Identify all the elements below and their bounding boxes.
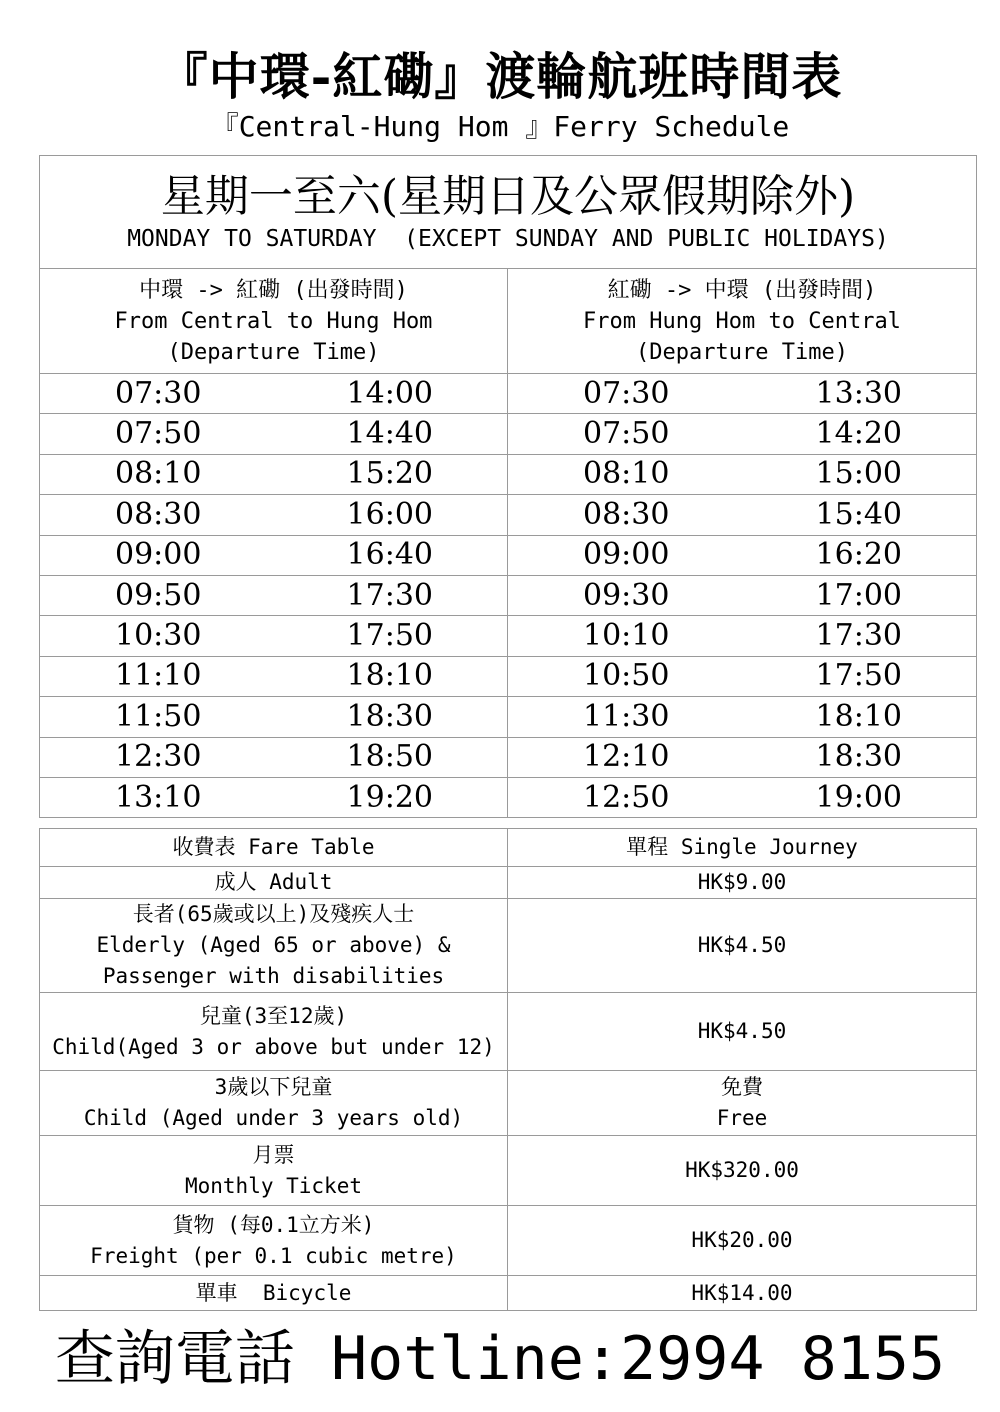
departure-time: 07:30 bbox=[583, 375, 670, 411]
departure-time: 17:50 bbox=[346, 618, 433, 654]
departure-time: 10:50 bbox=[583, 658, 670, 694]
fare-category-line: 長者(65歲或以上)及殘疾人士 bbox=[132, 902, 415, 926]
timetable-row bbox=[40, 535, 977, 575]
fare-price bbox=[508, 1071, 977, 1136]
timetable-row bbox=[40, 495, 977, 535]
direction-en: From Hung Hom to Central bbox=[583, 308, 901, 334]
departure-time: 14:40 bbox=[346, 416, 433, 452]
fare-price bbox=[508, 899, 977, 993]
hunghom-departures-cell bbox=[508, 414, 977, 454]
departure-time: 08:10 bbox=[115, 456, 202, 492]
fare-category-line: Elderly (Aged 65 or above) & bbox=[96, 933, 451, 957]
departure-time: 07:50 bbox=[115, 416, 202, 452]
hunghom-departures-cell bbox=[508, 737, 977, 777]
departure-time: 09:50 bbox=[115, 577, 202, 613]
direction-zh: 中環 -> 紅磡 (出發時間) bbox=[139, 277, 408, 303]
timetable-row bbox=[40, 656, 977, 696]
page-title: 『中環-紅磡』渡輪航班時間表 bbox=[157, 47, 843, 106]
fare-category-line: Monthly Ticket bbox=[184, 1173, 362, 1198]
fare-category bbox=[40, 899, 508, 993]
fare-price-line: HK$4.50 bbox=[697, 933, 787, 957]
departure-time: 14:00 bbox=[346, 375, 433, 411]
central-departures-cell bbox=[40, 575, 508, 615]
central-departures-cell bbox=[40, 495, 508, 535]
fare-row bbox=[40, 867, 977, 899]
hunghom-departures-cell bbox=[508, 535, 977, 575]
departure-time: 07:30 bbox=[115, 375, 202, 411]
direction-note: (Departure Time) bbox=[636, 339, 848, 365]
fare-category bbox=[40, 1206, 508, 1276]
fare-category-line: 貨物 (每0.1立方米) bbox=[172, 1212, 375, 1237]
operating-days-header bbox=[40, 156, 977, 269]
departure-time: 19:00 bbox=[815, 779, 902, 815]
departure-time: 15:20 bbox=[346, 456, 433, 492]
central-departures-cell bbox=[40, 616, 508, 656]
fare-price-line: Free bbox=[716, 1106, 768, 1130]
direction-note: (Departure Time) bbox=[167, 339, 380, 365]
departure-time: 18:10 bbox=[815, 698, 902, 734]
departure-time: 13:10 bbox=[115, 779, 202, 815]
departure-time: 18:30 bbox=[815, 739, 902, 775]
central-departures-cell bbox=[40, 454, 508, 494]
fare-category-line: 兒童(3至12歲) bbox=[199, 1003, 348, 1028]
central-departures-cell bbox=[40, 374, 508, 414]
departure-time: 11:10 bbox=[115, 658, 202, 694]
schedule-table bbox=[39, 155, 977, 818]
fare-price bbox=[508, 867, 977, 899]
fare-category-line: 3歲以下兒童 bbox=[214, 1075, 333, 1099]
departure-time: 16:00 bbox=[346, 496, 433, 532]
central-departures-cell bbox=[40, 535, 508, 575]
fare-price-line: HK$4.50 bbox=[697, 1019, 787, 1043]
fare-category-line: Child (Aged under 3 years old) bbox=[83, 1106, 464, 1130]
departure-time: 13:30 bbox=[815, 375, 902, 411]
fare-price-line: 免費 bbox=[721, 1075, 763, 1099]
fare-category bbox=[40, 993, 508, 1071]
central-departures-cell bbox=[40, 777, 508, 817]
timetable-row bbox=[40, 575, 977, 615]
fare-category-line: 成人 Adult bbox=[214, 870, 333, 894]
fare-table bbox=[39, 828, 977, 1311]
hunghom-departures-cell bbox=[508, 697, 977, 737]
fare-category-line: 單車 Bicycle bbox=[195, 1280, 352, 1305]
fare-category bbox=[40, 867, 508, 899]
timetable-row bbox=[40, 777, 977, 817]
direction-header-central-to-hunghom bbox=[40, 269, 508, 374]
operating-days-en: MONDAY TO SATURDAY (EXCEPT SUNDAY AND PUBLIC HOLIDAYS) bbox=[127, 226, 889, 252]
fare-header-row bbox=[40, 829, 977, 867]
hunghom-departures-cell bbox=[508, 656, 977, 696]
fare-row bbox=[40, 1136, 977, 1206]
fare-price bbox=[508, 1276, 977, 1311]
fare-category-line: Freight (per 0.1 cubic metre) bbox=[90, 1243, 457, 1268]
fare-category bbox=[40, 1136, 508, 1206]
direction-en: From Central to Hung Hom bbox=[114, 308, 433, 334]
timetable-body bbox=[40, 374, 977, 818]
departure-time: 15:40 bbox=[815, 496, 902, 532]
departure-time: 12:50 bbox=[583, 779, 670, 815]
fare-row bbox=[40, 1206, 977, 1276]
departure-time: 18:30 bbox=[346, 698, 433, 734]
departure-time: 14:20 bbox=[815, 416, 902, 452]
central-departures-cell bbox=[40, 656, 508, 696]
departure-time: 18:10 bbox=[346, 658, 433, 694]
timetable-row bbox=[40, 616, 977, 656]
departure-time: 16:20 bbox=[815, 537, 902, 573]
departure-time: 18:50 bbox=[346, 739, 433, 775]
departure-time: 16:40 bbox=[346, 537, 433, 573]
fare-row bbox=[40, 1071, 977, 1136]
departure-time: 17:30 bbox=[815, 618, 902, 654]
departure-time: 15:00 bbox=[815, 456, 902, 492]
timetable-row bbox=[40, 737, 977, 777]
central-departures-cell bbox=[40, 737, 508, 777]
hunghom-departures-cell bbox=[508, 575, 977, 615]
hunghom-departures-cell bbox=[508, 495, 977, 535]
departure-time: 10:10 bbox=[583, 618, 670, 654]
departure-time: 12:10 bbox=[583, 739, 670, 775]
fare-row bbox=[40, 1276, 977, 1311]
departure-time: 11:50 bbox=[115, 698, 202, 734]
hunghom-departures-cell bbox=[508, 374, 977, 414]
fare-category bbox=[40, 1276, 508, 1311]
fare-category-line: Child(Aged 3 or above but under 12) bbox=[52, 1034, 495, 1059]
departure-time: 19:20 bbox=[346, 779, 433, 815]
fare-body bbox=[40, 867, 977, 1311]
fare-row bbox=[40, 993, 977, 1071]
departure-time: 09:00 bbox=[583, 537, 670, 573]
departure-time: 07:50 bbox=[583, 416, 670, 452]
departure-time: 17:50 bbox=[815, 658, 902, 694]
departure-time: 08:30 bbox=[583, 496, 670, 532]
operating-days-zh: 星期一至六(星期日及公眾假期除外) bbox=[160, 171, 856, 222]
fare-header-price: 單程 Single Journey bbox=[508, 829, 977, 867]
departure-time: 09:30 bbox=[583, 577, 670, 613]
fare-price bbox=[508, 993, 977, 1071]
hunghom-departures-cell bbox=[508, 616, 977, 656]
direction-header-hunghom-to-central bbox=[508, 269, 977, 374]
hunghom-departures-cell bbox=[508, 777, 977, 817]
timetable-row bbox=[40, 454, 977, 494]
timetable-row bbox=[40, 374, 977, 414]
departure-time: 11:30 bbox=[583, 698, 670, 734]
departure-time: 12:30 bbox=[115, 739, 202, 775]
timetable-row bbox=[40, 414, 977, 454]
fare-price bbox=[508, 1136, 977, 1206]
hotline: 查詢電話 Hotline:2994 8155 bbox=[54, 1324, 946, 1394]
fare-price-line: HK$320.00 bbox=[685, 1158, 799, 1182]
fare-price-line: HK$20.00 bbox=[691, 1228, 793, 1252]
departure-time: 17:00 bbox=[815, 577, 902, 613]
direction-zh: 紅磡 -> 中環 (出發時間) bbox=[607, 277, 877, 303]
fare-row bbox=[40, 899, 977, 993]
fare-price-line: HK$9.00 bbox=[697, 870, 787, 894]
timetable-row bbox=[40, 697, 977, 737]
fare-price-line: HK$14.00 bbox=[691, 1280, 793, 1305]
departure-time: 09:00 bbox=[115, 537, 202, 573]
departure-time: 08:30 bbox=[115, 496, 202, 532]
fare-header-label: 收費表 Fare Table bbox=[40, 829, 508, 867]
departure-time: 17:30 bbox=[346, 577, 433, 613]
fare-category-line: Passenger with disabilities bbox=[102, 964, 445, 988]
fare-category-line: 月票 bbox=[252, 1142, 295, 1167]
central-departures-cell bbox=[40, 414, 508, 454]
departure-time: 08:10 bbox=[583, 456, 670, 492]
central-departures-cell bbox=[40, 697, 508, 737]
fare-price bbox=[508, 1206, 977, 1276]
departure-time: 10:30 bbox=[115, 618, 202, 654]
page-subtitle: 『Central-Hung Hom 』Ferry Schedule bbox=[210, 110, 790, 143]
fare-category bbox=[40, 1071, 508, 1136]
hunghom-departures-cell bbox=[508, 454, 977, 494]
